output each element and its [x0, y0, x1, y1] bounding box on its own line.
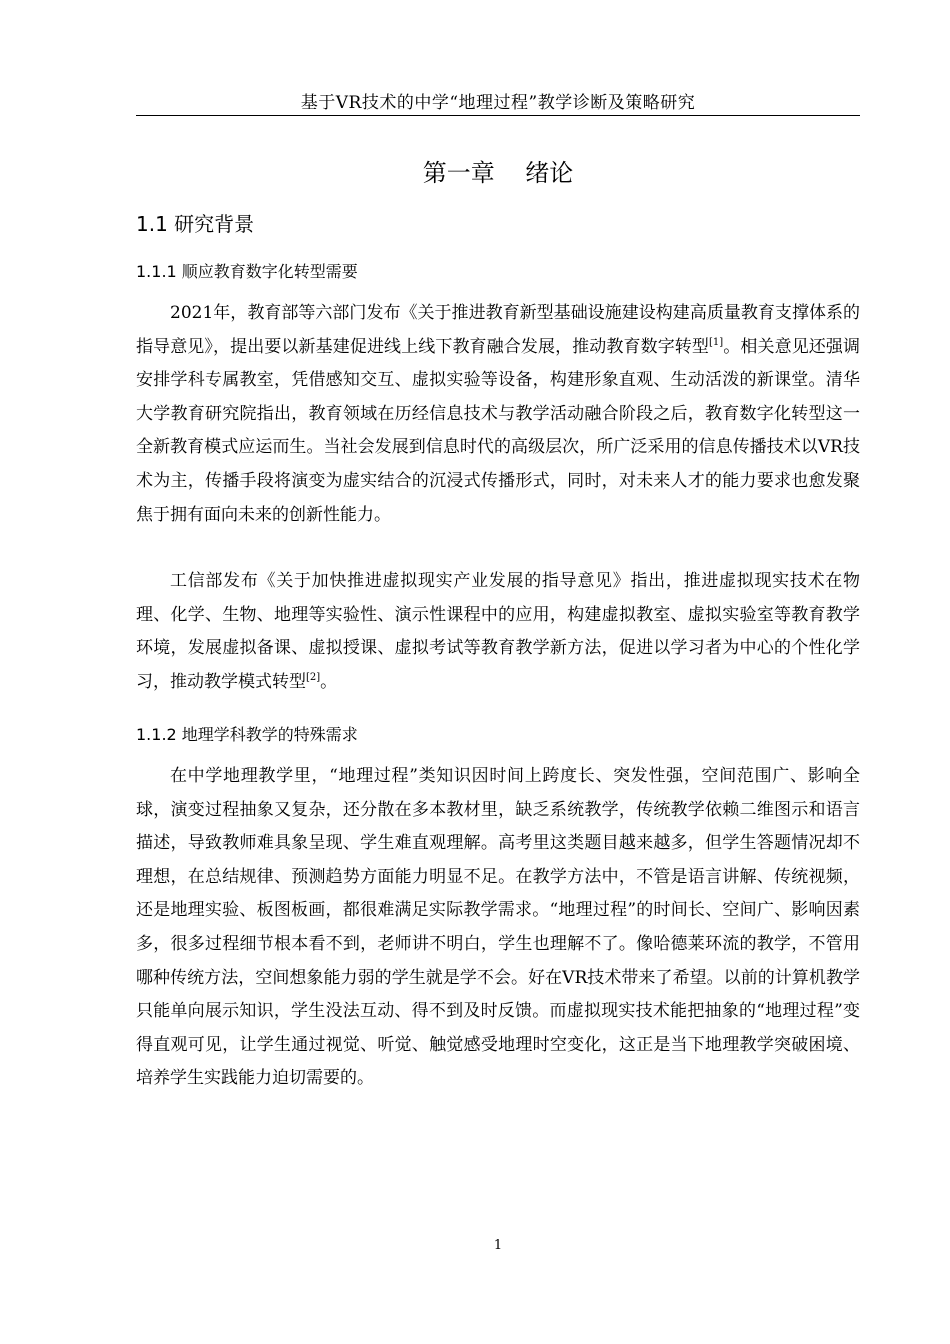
citation-2: [2] [306, 671, 321, 683]
section-title-1-1: 1.1 研究背景 [136, 212, 255, 236]
paragraph-geography-teaching-needs: 在中学地理教学里，“地理过程”类知识因时间上跨度长、突发性强，空间范围广、影响全球，演变过程抽象又复杂，还分散在多本教材里，缺乏系统教学，传统教学依赖二维图示和语言描述，导致教师难具象呈现、学生难直观理解。高考里这类题目越来越多，但学生答题情况却不理想，在总结规律、预测趋势方面能力明显不足。在教学方法中，不管是语言讲解、传统视频，还是地理实验、板图板画，都很难满足实际教学需求。“地理过程”的时间长、空间广、影响因素多，很多过程细节根本看不到，老师讲不明白，学生也理解不了。像哈德莱环流的教学，不管用哪种传统方法，空间想象能力弱的学生就是学不会。好在VR技术带来了希望。以前的计算机教学只能单向展示知识，学生没法互动、得不到及时反馈。而虚拟现实技术能把抽象的“地理过程”变得直观可见，让学生通过视觉、听觉、触觉感受地理时空变化，这正是当下地理教学突破困境、培养学生实践能力迫切需要的。 [136, 766, 860, 1089]
subsection-title-1-1-2: 1.1.2 地理学科教学的特殊需求 [136, 725, 358, 744]
paragraph-text: 。 [320, 671, 338, 692]
header-divider [136, 115, 860, 116]
chapter-title: 第一章 绪论 [422, 159, 574, 187]
paragraph-text: 。相关意见还强调安排学科专属教室，凭借感知交互、虚拟实验等设备，构建形象直观、生动活泼的新课堂。清华大学教育研究院指出，教育领域在历经信息技术与教学活动融合阶段之后，教育数字化转型这一全新教育模式应运而生。当社会发展到信息时代的高级层次，所广泛采用的信息传播技术以VR技术为主，传播手段将演变为虚实结合的沉浸式传播形式，同时，对未来人才的能力要求也愈发聚焦于拥有面向未来的创新性能力。 [136, 336, 861, 525]
running-header-title: 基于VR技术的中学“地理过程”教学诊断及策略研究 [300, 93, 696, 113]
paragraph-education-digital-transformation [136, 297, 860, 532]
page-number: 1 [493, 1238, 503, 1253]
citation-1: [1] [709, 336, 724, 348]
subsection-title-1-1-1: 1.1.1 顺应教育数字化转型需要 [136, 262, 358, 281]
paragraph-vr-industry-guidance [136, 565, 860, 699]
paragraph-text: 工信部发布《关于加快推进虚拟现实产业发展的指导意见》指出，推进虚拟现实技术在物理、化学、生物、地理等实验性、演示性课程中的应用，构建虚拟教室、虚拟实验室等教育教学环境，发展虚拟备课、虚拟授课、虚拟考试等教育教学新方法，促进以学习者为中心的个性化学习，推动教学模式转型 [136, 571, 860, 692]
paragraph-text: 2021年，教育部等六部门发布《关于推进教育新型基础设施建设构建高质量教育支撑体系的指导意见》，提出要以新基建促进线上线下教育融合发展，推动教育数字转型 [136, 303, 860, 357]
